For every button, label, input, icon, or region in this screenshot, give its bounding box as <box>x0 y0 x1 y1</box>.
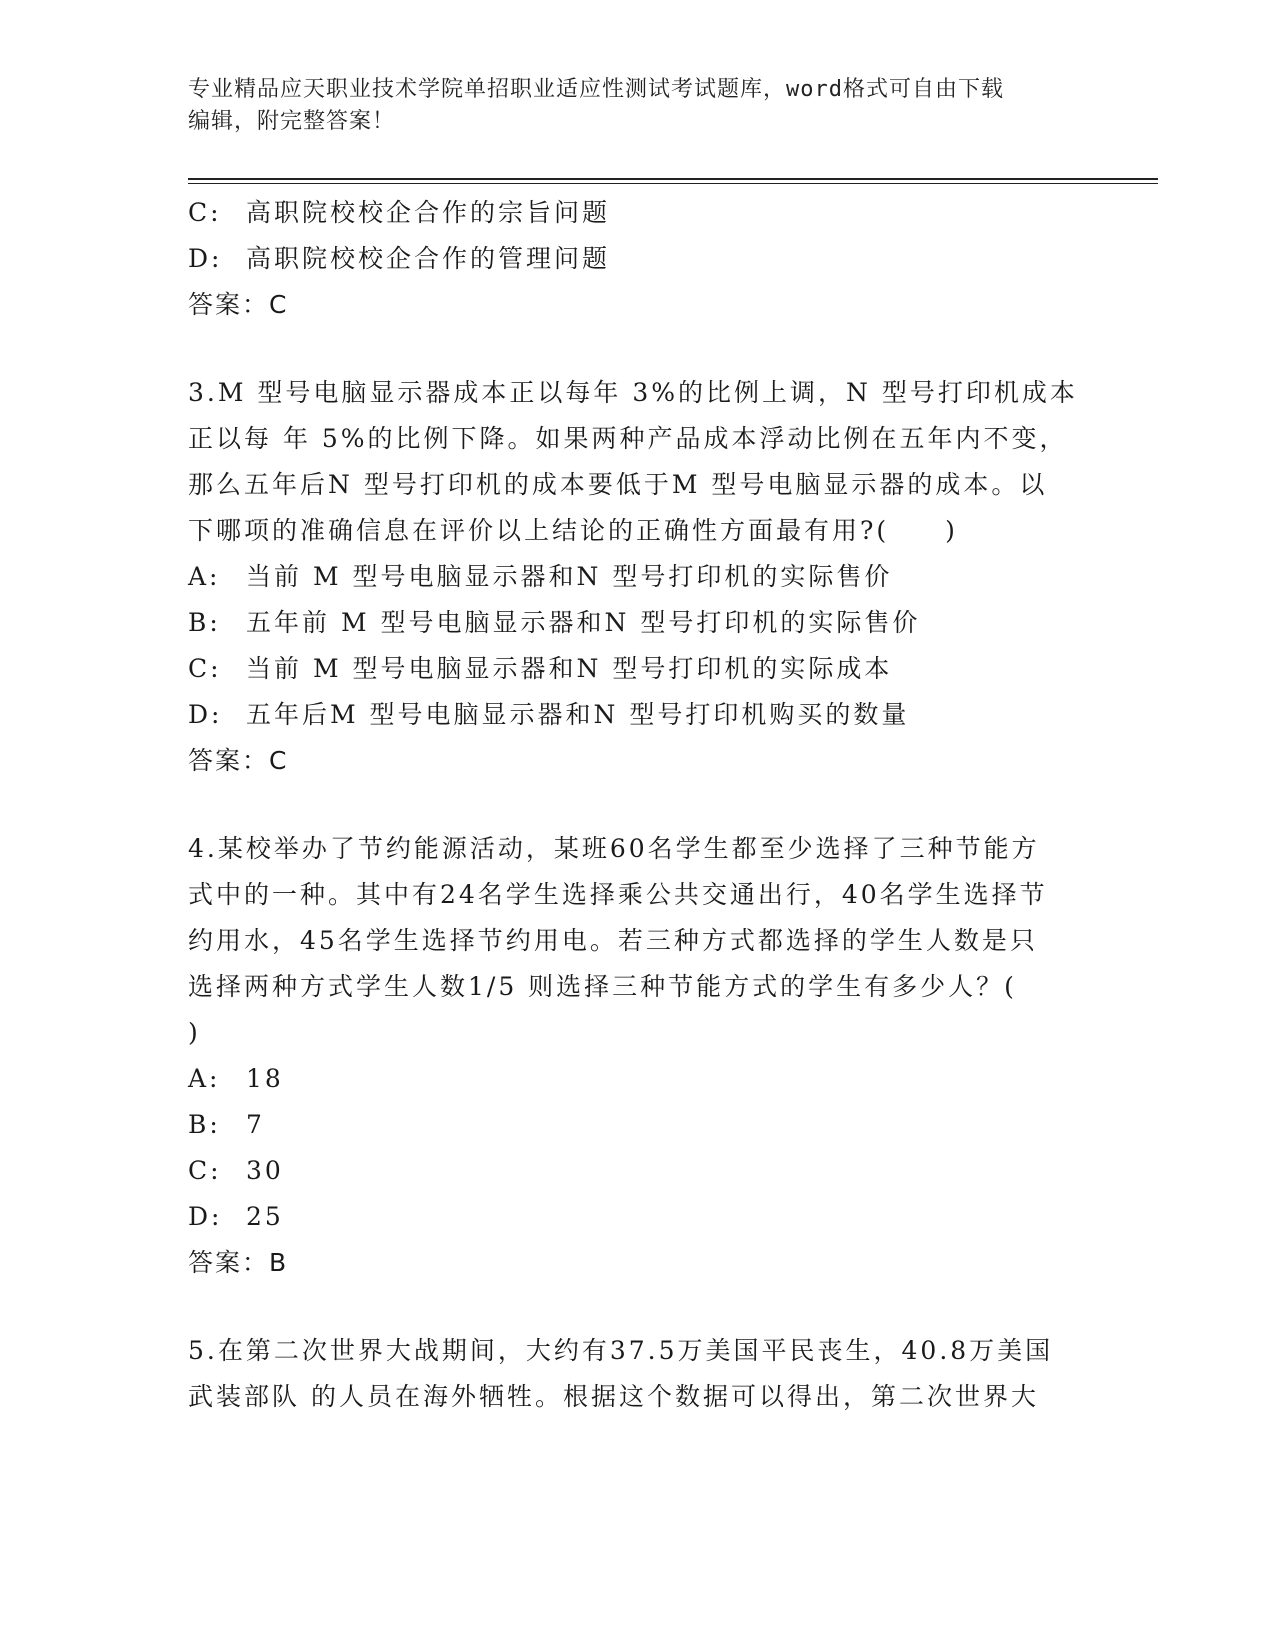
option-label: C: <box>188 1156 222 1185</box>
question-text-line: 3.M 型号电脑显示器成本正以每年 3%的比例上调，N 型号打印机成本 <box>188 378 1078 407</box>
option-text: 18 <box>246 1064 284 1093</box>
option-text: 五年前 M 型号电脑显示器和N 型号打印机的实际售价 <box>246 608 921 637</box>
question-text-line: 式中的一种。其中有24名学生选择乘公共交通出行，40名学生选择节 <box>188 880 1048 909</box>
option-d <box>188 692 1088 738</box>
option-text: 30 <box>246 1156 284 1185</box>
question-5 <box>188 1328 1088 1420</box>
option-a <box>188 554 1088 600</box>
header-line-2: 编辑，附完整答案！ <box>188 109 396 134</box>
header-divider-thin <box>188 183 1158 184</box>
option-label: D: <box>188 1202 223 1231</box>
answer-line: 答案：C <box>188 746 289 775</box>
option-label: B: <box>188 608 221 637</box>
header-line-1: 专业精品应天职业技术学院单招职业适应性测试考试题库，word格式可自由下载 <box>188 77 1004 102</box>
option-b <box>188 1102 1088 1148</box>
option-text: 高职院校校企合作的管理问题 <box>246 244 611 273</box>
option-text: 当前 M 型号电脑显示器和N 型号打印机的实际成本 <box>246 654 893 683</box>
option-label: B: <box>188 1110 221 1139</box>
question-text-line: 正以每 年 5%的比例下降。如果两种产品成本浮动比例在五年内不变， <box>188 424 1068 453</box>
question-text-line: 下哪项的准确信息在评价以上结论的正确性方面最有用?( ) <box>188 516 958 545</box>
question-4 <box>188 826 1088 1286</box>
option-a <box>188 1056 1088 1102</box>
option-label: D: <box>188 244 223 273</box>
question-text-line: 武装部队 的人员在海外牺牲。根据这个数据可以得出，第二次世界大 <box>188 1382 1039 1411</box>
question-text-line: 约用水，45名学生选择节约用电。若三种方式都选择的学生人数是只 <box>188 926 1038 955</box>
option-text: 当前 M 型号电脑显示器和N 型号打印机的实际售价 <box>246 562 893 591</box>
question-text-line: 5.在第二次世界大战期间，大约有37.5万美国平民丧生，40.8万美国 <box>188 1336 1054 1365</box>
option-label: D: <box>188 700 223 729</box>
question-3 <box>188 370 1088 784</box>
option-d <box>188 236 1088 282</box>
document-body <box>188 190 1088 1420</box>
option-label: C: <box>188 198 222 227</box>
option-text: 五年后M 型号电脑显示器和N 型号打印机购买的数量 <box>246 700 910 729</box>
option-label: A: <box>188 1064 221 1093</box>
option-c <box>188 1148 1088 1194</box>
question-block-prev <box>188 190 1088 328</box>
answer-line: 答案：C <box>188 290 289 319</box>
option-c <box>188 646 1088 692</box>
option-text: 25 <box>246 1202 284 1231</box>
option-d <box>188 1194 1088 1240</box>
option-label: C: <box>188 654 222 683</box>
option-text: 7 <box>246 1110 265 1139</box>
option-label: A: <box>188 562 221 591</box>
option-text: 高职院校校企合作的宗旨问题 <box>246 198 611 227</box>
question-text-line: 那么五年后N 型号打印机的成本要低于M 型号电脑显示器的成本。以 <box>188 470 1048 499</box>
header-divider-thick <box>188 178 1158 180</box>
question-text-line: 选择两种方式学生人数1/5 则选择三种节能方式的学生有多少人？( <box>188 972 1017 1001</box>
answer-line: 答案：B <box>188 1248 289 1277</box>
option-c <box>188 190 1088 236</box>
page-header <box>188 74 1088 138</box>
question-text-line: ) <box>188 1018 201 1047</box>
option-b <box>188 600 1088 646</box>
question-text-line: 4.某校举办了节约能源活动，某班60名学生都至少选择了三种节能方 <box>188 834 1040 863</box>
